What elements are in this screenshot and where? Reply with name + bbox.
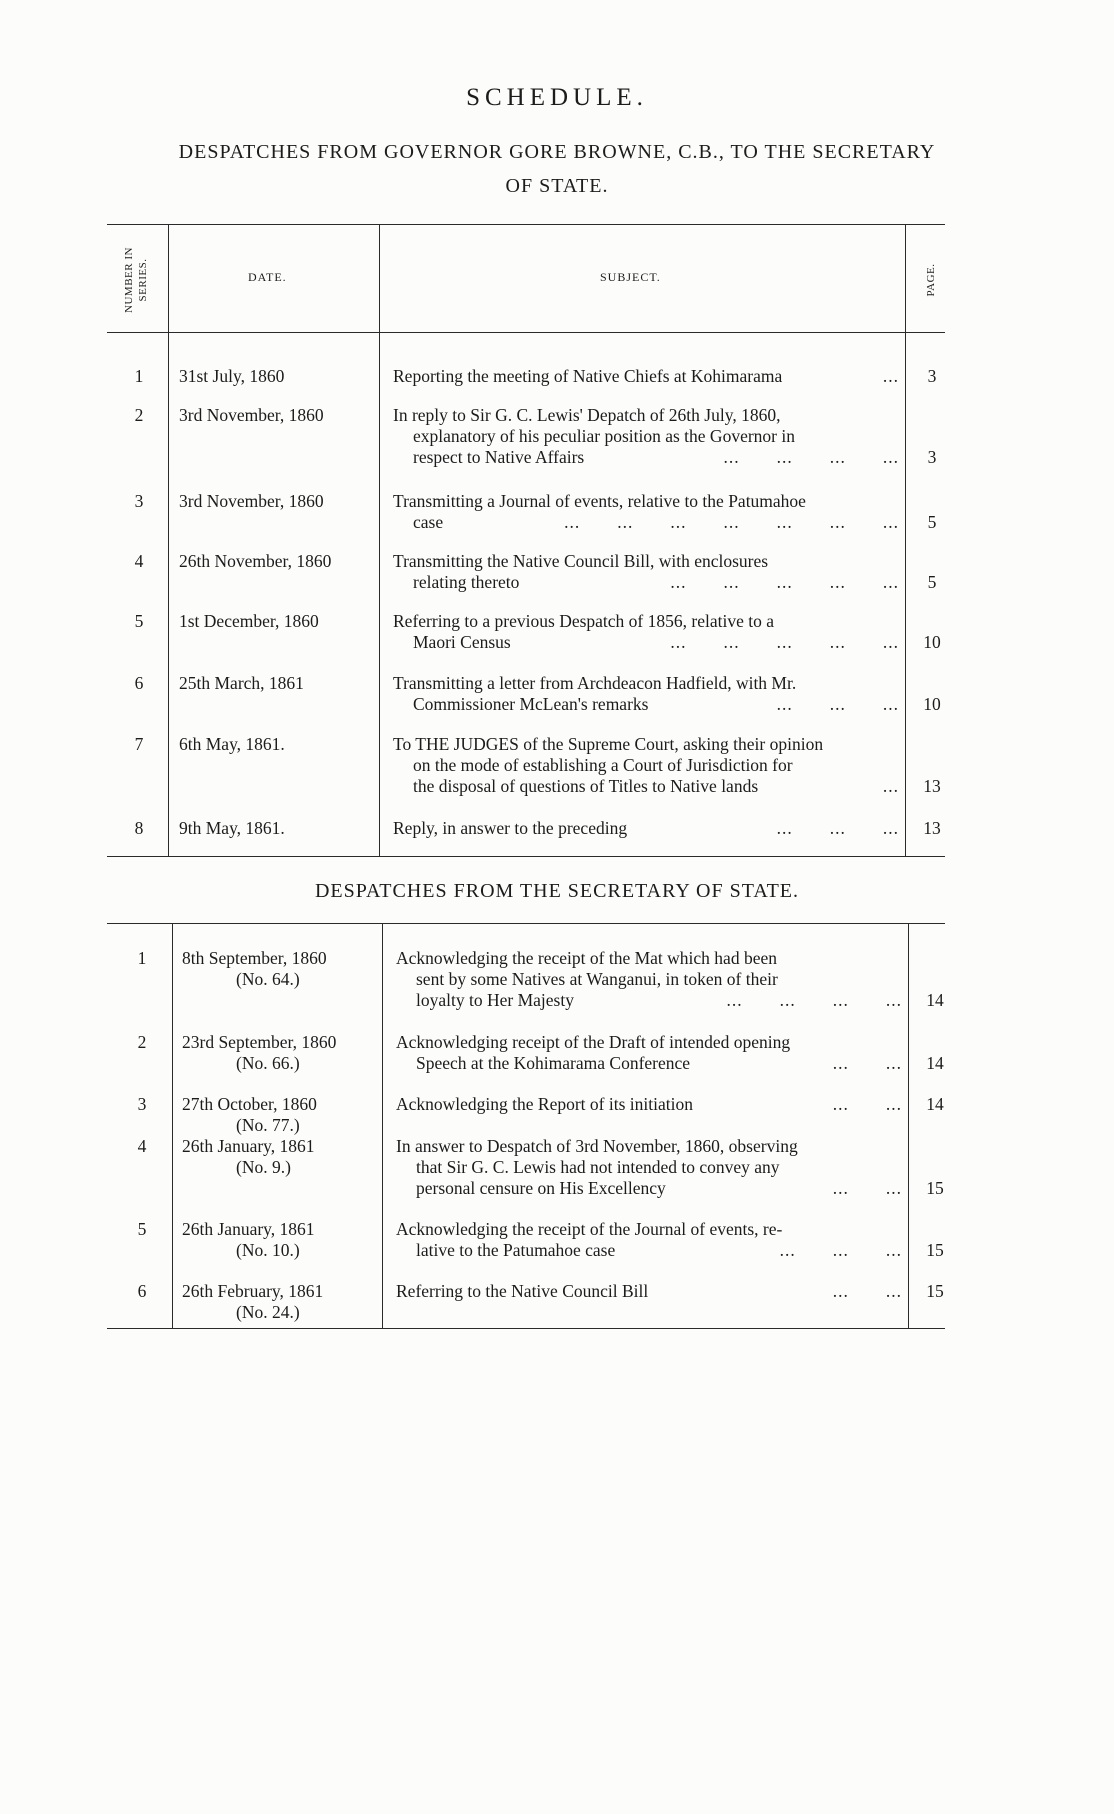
row-date: 25th March, 1861 <box>179 673 304 693</box>
subject-cell <box>396 1219 902 1261</box>
subject-cell <box>393 551 899 593</box>
subject-line: Transmitting a Journal of events, relative to the Patumahoe <box>393 491 806 511</box>
row-page: 10 <box>923 694 941 714</box>
row-page: 5 <box>927 512 937 532</box>
row-page: 14 <box>926 1094 944 1114</box>
row-number: 1 <box>137 948 147 968</box>
subject-line: Maori Census ... ... ... ... ... <box>413 632 899 652</box>
subject-line: Reply, in answer to the preceding ... ... ... <box>393 818 899 838</box>
section2-heading: DESPATCHES FROM THE SECRETARY OF STATE. <box>314 880 800 902</box>
row-number: 6 <box>134 673 144 693</box>
row-page: 15 <box>926 1178 944 1198</box>
subject-cell <box>393 734 899 797</box>
row-date-no: (No. 10.) <box>236 1240 300 1260</box>
table2-col-divider <box>172 923 173 1328</box>
row-date: 31st July, 1860 <box>179 366 285 386</box>
row-date-no: (No. 9.) <box>236 1157 291 1177</box>
subject-line: Transmitting a letter from Archdeacon Hadfield, with Mr. <box>393 673 797 693</box>
row-date: 6th May, 1861. <box>179 734 285 754</box>
subject-cell <box>393 405 899 468</box>
subject-cell <box>393 611 899 653</box>
table1-col-divider <box>379 224 380 856</box>
row-date: 27th October, 1860 <box>182 1094 317 1114</box>
subject-line: explanatory of his peculiar position as the Governor in <box>413 426 795 446</box>
header-number: NUMBER IN SERIES. <box>123 247 149 313</box>
subject-line: In answer to Despatch of 3rd November, 1860, observing <box>396 1136 798 1156</box>
table1-col-divider <box>168 224 169 856</box>
row-number: 5 <box>137 1219 147 1239</box>
subject-line: Reporting the meeting of Native Chiefs at Kohimarama ... <box>393 366 899 386</box>
table1-bottom-rule <box>107 856 945 857</box>
row-number: 2 <box>137 1032 147 1052</box>
row-date: 3rd November, 1860 <box>179 405 324 425</box>
subject-line: sent by some Natives at Wanganui, in token of their <box>416 969 778 989</box>
row-number: 3 <box>134 491 144 511</box>
page-title: SCHEDULE. <box>466 84 648 111</box>
table1-top-rule <box>107 224 945 225</box>
subject-cell <box>393 491 899 533</box>
subject-cell <box>393 818 899 839</box>
subject-line: Acknowledging the receipt of the Journal of events, re- <box>396 1219 783 1239</box>
table1-header-rule <box>107 332 945 333</box>
row-number: 7 <box>134 734 144 754</box>
table2-col-divider <box>908 923 909 1328</box>
subject-line: that Sir G. C. Lewis had not intended to convey any <box>416 1157 780 1177</box>
table2-top-rule <box>107 923 945 924</box>
row-number: 1 <box>134 366 144 386</box>
row-date: 9th May, 1861. <box>179 818 285 838</box>
row-date: 26th January, 1861 <box>182 1219 315 1239</box>
subject-cell <box>396 1136 902 1199</box>
header-page: PAGE. <box>925 263 937 297</box>
row-page: 10 <box>923 632 941 652</box>
subject-line: Acknowledging receipt of the Draft of intended opening <box>396 1032 791 1052</box>
subject-line: case ... ... ... ... ... ... ... <box>413 512 899 532</box>
subject-line: the disposal of questions of Titles to Native lands ... <box>413 776 899 796</box>
table2-bottom-rule <box>107 1328 945 1329</box>
subject-line: Referring to the Native Council Bill ... ... <box>396 1281 902 1301</box>
row-number: 4 <box>137 1136 147 1156</box>
row-date: 23rd September, 1860 <box>182 1032 337 1052</box>
header-date: DATE. <box>248 270 287 284</box>
section1-heading-cont: OF STATE. <box>505 175 609 197</box>
subject-line: Acknowledging the Report of its initiation ... ... <box>396 1094 902 1114</box>
row-page: 15 <box>926 1240 944 1260</box>
subject-cell <box>396 948 902 1011</box>
row-page: 14 <box>926 990 944 1010</box>
row-date-no: (No. 64.) <box>236 969 300 989</box>
row-date-no: (No. 24.) <box>236 1302 300 1322</box>
subject-cell <box>396 1032 902 1074</box>
subject-line: loyalty to Her Majesty ... ... ... ... <box>416 990 902 1010</box>
subject-line: respect to Native Affairs ... ... ... ... <box>413 447 899 467</box>
subject-line: personal censure on His Excellency ... ... <box>416 1178 902 1198</box>
row-date: 26th November, 1860 <box>179 551 332 571</box>
subject-line: To THE JUDGES of the Supreme Court, asking their opinion <box>393 734 824 754</box>
subject-line: In reply to Sir G. C. Lewis' Depatch of 26th July, 1860, <box>393 405 781 425</box>
row-page: 5 <box>927 572 937 592</box>
row-date: 26th January, 1861 <box>182 1136 315 1156</box>
subject-cell <box>396 1094 902 1115</box>
subject-line: Commissioner McLean's remarks ... ... ... <box>413 694 899 714</box>
row-page: 15 <box>926 1281 944 1301</box>
section1-heading: DESPATCHES FROM GOVERNOR GORE BROWNE, C.B., TO THE SECRETARY <box>178 141 936 163</box>
row-number: 8 <box>134 818 144 838</box>
table2-col-divider <box>382 923 383 1328</box>
table1-col-divider <box>905 224 906 856</box>
subject-line: relating thereto ... ... ... ... ... <box>413 572 899 592</box>
row-page: 3 <box>927 447 937 467</box>
subject-cell <box>396 1281 902 1302</box>
row-page: 3 <box>927 366 937 386</box>
subject-cell <box>393 673 899 715</box>
subject-line: Referring to a previous Despatch of 1856, relative to a <box>393 611 774 631</box>
header-subject: SUBJECT. <box>600 270 661 284</box>
subject-line: on the mode of establishing a Court of Jurisdiction for <box>413 755 793 775</box>
subject-line: lative to the Patumahoe case ... ... ... <box>416 1240 902 1260</box>
row-page: 13 <box>923 776 941 796</box>
row-page: 14 <box>926 1053 944 1073</box>
row-date-no: (No. 66.) <box>236 1053 300 1073</box>
row-date: 3rd November, 1860 <box>179 491 324 511</box>
row-number: 3 <box>137 1094 147 1114</box>
row-date: 8th September, 1860 <box>182 948 327 968</box>
subject-line: Speech at the Kohimarama Conference ... ... <box>416 1053 902 1073</box>
subject-cell <box>393 366 899 387</box>
row-number: 6 <box>137 1281 147 1301</box>
subject-line: Acknowledging the receipt of the Mat which had been <box>396 948 777 968</box>
row-page: 13 <box>923 818 941 838</box>
row-date: 1st December, 1860 <box>179 611 319 631</box>
row-number: 2 <box>134 405 144 425</box>
row-number: 4 <box>134 551 144 571</box>
subject-line: Transmitting the Native Council Bill, with enclosures <box>393 551 769 571</box>
row-date: 26th February, 1861 <box>182 1281 324 1301</box>
row-number: 5 <box>134 611 144 631</box>
row-date-no: (No. 77.) <box>236 1115 300 1135</box>
